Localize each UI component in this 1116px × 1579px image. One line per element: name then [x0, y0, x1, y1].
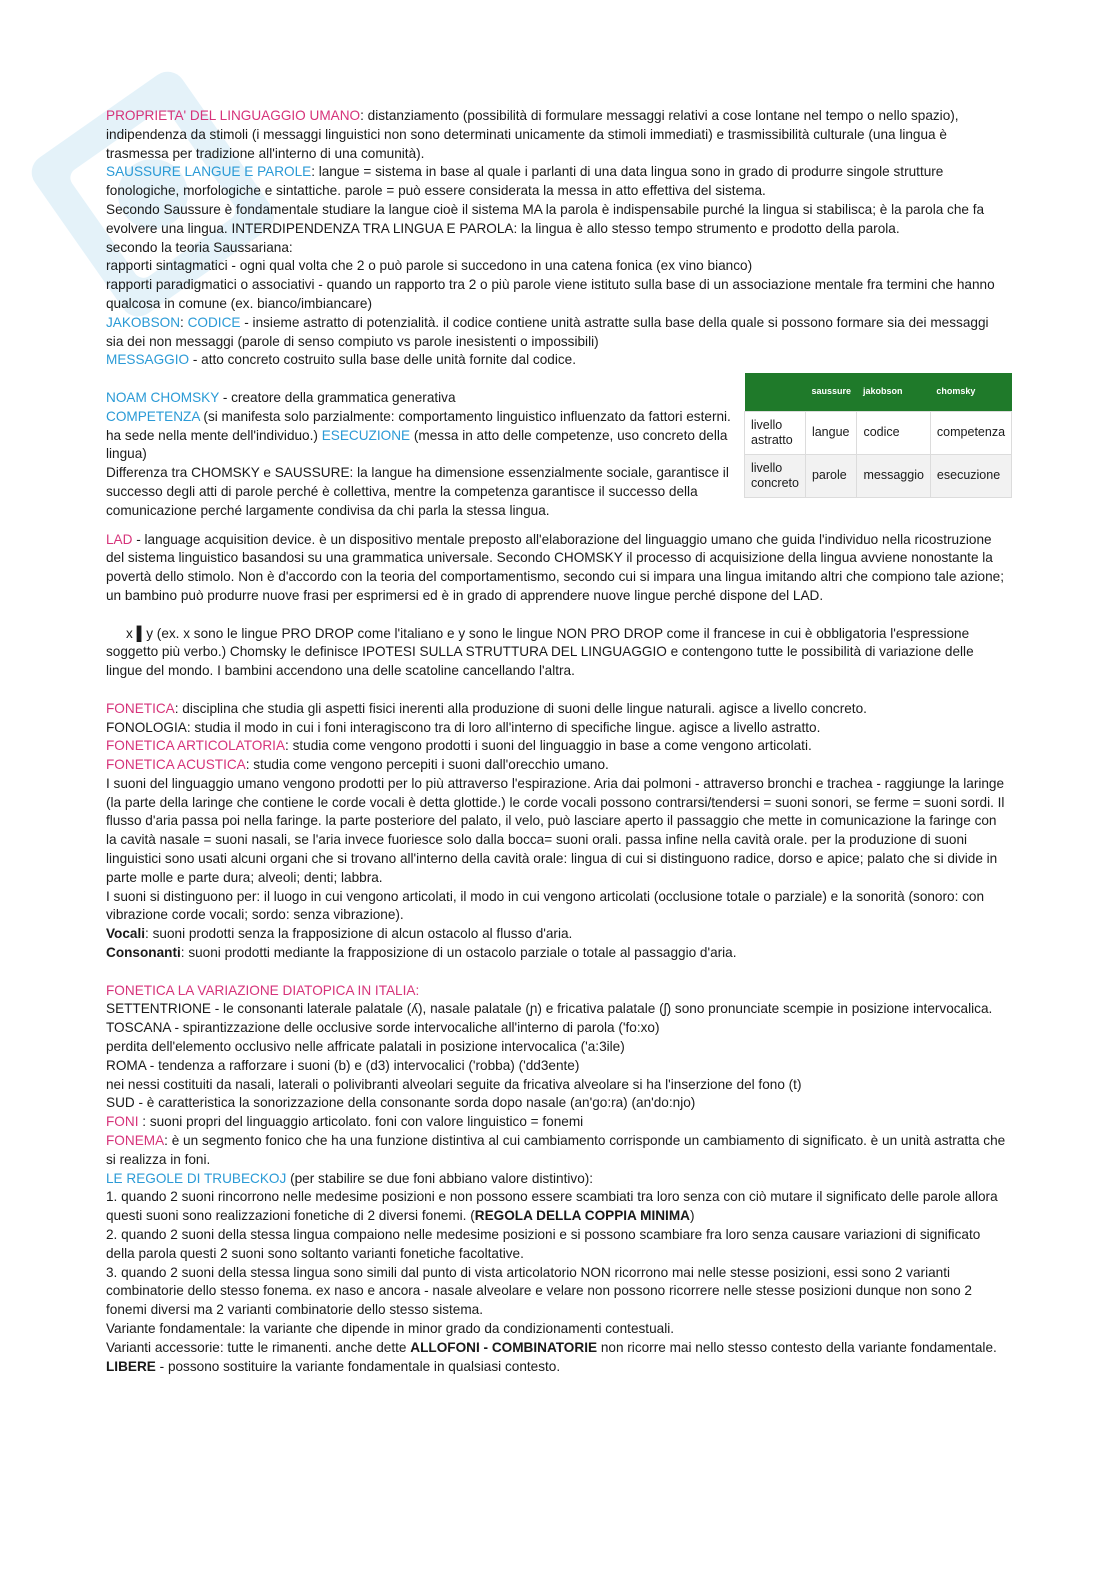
heading-fonema: FONEMA [106, 1133, 165, 1149]
paragraph-saussure-3: secondo la teoria Saussariana: [106, 239, 293, 255]
paragraph-consonanti: Consonanti: suoni prodotti mediante la frapposizione di un ostacolo parziale o totale al passaggio d'aria. [106, 945, 737, 961]
paragraph-variante-fondamentale: Variante fondamentale: la variante che dipende in minor grado da condizionamenti contestuali. [106, 1321, 675, 1336]
table-cell: esecuzione [930, 454, 1011, 497]
paragraph-vocali: Vocali: suoni prodotti senza la frapposizione di alcun ostacolo al flusso d'aria. [106, 926, 573, 942]
heading-lad: LAD [106, 531, 133, 547]
parametri-symbol: x ▌y [126, 625, 154, 641]
table-cell: livello concreto [745, 454, 806, 497]
heading-fonetica: FONETICA [106, 700, 175, 716]
heading-messaggio: MESSAGGIO [106, 352, 190, 368]
table-row [745, 411, 1012, 454]
table-cell: parole [805, 454, 857, 497]
list-item: nei nessi costituiti da nasali, laterali o polivibranti alveolari seguite da fricativa alveolare si ha l'inserzione del fono (t) [106, 1076, 802, 1092]
label-allofoni: ALLOFONI - COMBINATORIE [410, 1339, 598, 1355]
chomsky-block [106, 386, 1006, 521]
table-cell: competenza [930, 411, 1011, 454]
paragraph-saussure-4: rapporti sintagmatici - ogni qual volta che 2 o può parole si succedono in una catena fonica (ex vino bianco) [106, 258, 753, 274]
paragraph-messaggio: MESSAGGIO - atto concreto costruito sulla base delle unità fornite dal codice. [106, 352, 576, 368]
paragraph-suoni: I suoni del linguaggio umano vengono prodotti per lo più attraverso l'espirazione. Aria dai polmoni - attraverso bronchi e trachea - raggiunge la laringe (la parte della laringe che contiene le corde vocali è detta glottide.) le corde vocali possono contrarsi/tendersi = suoni sonori, se ferme = suoni sordi. Il flusso d'aria passa poi nella faringe. la parte posteriore del palato, il velo, può lasciare aperto il passaggio che mette in comunicazione la faringe con la cavità nasale = suoni nasali, se l'aria invece fuoriesce solo dalla bocca= suoni orali. passa infine nella cavità orale. per la produzione di suoni linguistici sono usati alcuni organi che si trovano all'interno della cavità orale: lingua di cui si distinguono radice, dorso e apice; palato che si divide in parte molle e parte dura; alveoli; denti; labbra. [106, 775, 1005, 885]
paragraph-differenza: Differenza tra CHOMSKY e SAUSSURE: la langue ha dimensione essenzialmente sociale, garantisce il successo degli atti di parole perché è collettiva, mentre la competenza garantisce il successo della comunicazione perché largamente condivisa da chi parla la stessa lingua. [106, 465, 729, 518]
table-header-cell [745, 373, 806, 412]
paragraph-chomsky: NOAM CHOMSKY - creatore della grammatica generativa [106, 389, 456, 405]
table-header-cell: jakobson [857, 373, 930, 412]
table-header-row [745, 373, 1012, 412]
heading-saussure: SAUSSURE LANGUE E PAROLE [106, 164, 312, 180]
paragraph-proprieta: PROPRIETA' DEL LINGUAGGIO UMANO: distanziamento (possibilità di formulare messaggi relativi a cose lontane nel tempo o nello spazio), indipendenza da stimoli (i messaggi linguistici non sono determinati unicamente da stimoli immediati) e trasmissibilità culturale (una lingua è trasmessa per tradizione all'interno di una comunità). [106, 108, 959, 161]
heading-codice: CODICE [187, 314, 241, 330]
list-item: ROMA - tendenza a rafforzare i suoni (b) e (d3) intervocalici ('robba) ('dd3ente) [106, 1057, 580, 1073]
paragraph-fonetica: FONETICA: disciplina che studia gli aspetti fisici inerenti alla produzione di suoni delle lingue naturali. agisce a livello concreto. [106, 700, 867, 716]
comparison-table [744, 373, 1012, 498]
table-header-cell: saussure [805, 373, 857, 412]
label-coppia-minima: REGOLA DELLA COPPIA MINIMA [474, 1208, 690, 1224]
chomsky-text [106, 389, 736, 521]
table-cell: messaggio [857, 454, 930, 497]
paragraph-lad: LAD - language acquisition device. è un dispositivo mentale preposto all'elaborazione del linguaggio umano che guida l'individuo nella ricostruzione del sistema linguistico basandosi su una grammatica universale. Secondo CHOMSKY il processo di acquisizione della lingua avviene nonostante la povertà dello stimolo. Non è d'accordo con la teoria del comportamentismo, secondo cui si impara una lingua imitando altri che compiono tale azione; un bambino può produrre nuove frasi per esprimersi ed è in grado di apprendere nuove lingue perché dispone del LAD. [106, 531, 1005, 603]
paragraph-regola-3: 3. quando 2 suoni della stessa lingua sono simili dal punto di vista articolatorio NON ricorrono mai nelle stesse posizioni, essi sono 2 varianti combinatorie dello stesso fonema. ex naso e ancora - nasale alveolare e velare non possono ricorrere nelle stesse posizioni dunque non sono 2 fonemi diversi ma 2 varianti combinatorie dello stesso sistema. [106, 1264, 972, 1318]
paragraph-jakobson: JAKOBSON: CODICE - insieme astratto di potenzialità. il codice contiene unità astratte sulla base della quale si possono formare sia dei messaggi sia dei non messaggi (parole di senso compiuto vs parole inesistenti o impossibili) [106, 314, 989, 349]
table-row [745, 454, 1012, 497]
paragraph-parametri: x ▌y (ex. x sono le lingue PRO DROP come l'italiano e y sono le lingue NON PRO DROP come il francese in cui è obbligatoria l'espressione soggetto più verbo.) Chomsky le definisce IPOTESI SULLA STRUTTURA DEL LINGUAGGIO e contengono tutte le possibilità di variazione delle lingue del mondo. I bambini accendono una delle scatoline cancellando l'altra. [106, 625, 974, 679]
document-content [106, 107, 1006, 1376]
paragraph-distinzione: I suoni si distinguono per: il luogo in cui vengono articolati, il modo in cui vengono articolati (occlusione totale o parziale) e la sonorità (sonoro: con vibrazione corde vocali; sordo: senza vibrazione). [106, 888, 985, 923]
label-vocali: Vocali [106, 926, 146, 942]
heading-articolatoria: FONETICA ARTICOLATORIA [106, 738, 286, 754]
paragraph-saussure-2: Secondo Saussure è fondamentale studiare la langue cioè il sistema MA la parola è indispensabile purché la lingua si stabilisca; è la parola che fa evolvere una lingua. INTERDIPENDENZA TRA LINGUA E PAROLA: la lingua è allo stesso tempo strumento e prodotto della parola. [106, 201, 985, 236]
paragraph-articolatoria: FONETICA ARTICOLATORIA: studia come vengono prodotti i suoni del linguaggio in base a come vengono articolati. [106, 738, 812, 754]
paragraph-regole: LE REGOLE DI TRUBECKOJ (per stabilire se due foni abbiano valore distintivo): [106, 1170, 594, 1186]
paragraph-saussure: SAUSSURE LANGUE E PAROLE: langue = sistema in base al quale i parlanti di una data lingua sono in grado di produrre singole strutture fonologiche, morfologiche e sintattiche. parole = può essere considerata la messa in atto effettiva del sistema. [106, 164, 944, 199]
list-item: SETTENTRIONE - le consonanti laterale palatale (ʎ), nasale palatale (ɲ) e fricativa palatale (ʃ) sono pronunciate scempie in posizione intervocalica. [106, 1001, 993, 1017]
heading-competenza: COMPETENZA [106, 408, 200, 424]
label-consonanti: Consonanti [106, 945, 181, 961]
heading-acustica: FONETICA ACUSTICA [106, 757, 246, 773]
table-cell: codice [857, 411, 930, 454]
list-item: perdita dell'elemento occlusivo nelle affricate palatali in posizione intervocalica ('a:3ile) [106, 1039, 625, 1055]
label-libere: LIBERE [106, 1358, 156, 1374]
table-header-cell: chomsky [930, 373, 1011, 412]
paragraph-fonologia: FONOLOGIA: studia il modo in cui i foni interagiscono tra di loro all'interno di specifiche lingue. agisce a livello astratto. [106, 719, 821, 735]
heading-jakobson: JAKOBSON [106, 314, 181, 330]
heading-esecuzione: ESECUZIONE [321, 427, 411, 443]
table-cell: langue [805, 411, 857, 454]
list-item: SUD - è caratteristica la sonorizzazione della consonante sorda dopo nasale (an'go:ra) (an'do:njo) [106, 1095, 696, 1111]
paragraph-saussure-5: rapporti paradigmatici o associativi - quando un rapporto tra 2 o più parole viene istituto sulla base di un associazione mentale fra termini che hanno qualcosa in comune (ex. bianco/imbiancare) [106, 277, 995, 311]
paragraph-fonema: FONEMA: è un segmento fonico che ha una funzione distintiva al cui cambiamento corrisponde un cambiamento di significato. è un unità astratta che si realizza in foni. [106, 1133, 1006, 1167]
heading-proprieta: PROPRIETA' DEL LINGUAGGIO UMANO [106, 108, 361, 123]
heading-diatopica: FONETICA LA VARIAZIONE DIATOPICA IN ITALIA: [106, 982, 420, 998]
paragraph-varianti-accessorie: Varianti accessorie: tutte le rimanenti. anche dette ALLOFONI - COMBINATORIE non ricorre mai nello stesso contesto della variante fondamentale. LIBERE - possono sostituire la variante fondamentale in qualsiasi contesto. [106, 1339, 997, 1374]
heading-regole: LE REGOLE DI TRUBECKOJ [106, 1170, 287, 1186]
paragraph-foni: FONI : suoni propri del linguaggio articolato. foni con valore linguistico = fonemi [106, 1114, 584, 1130]
paragraph-acustica: FONETICA ACUSTICA: studia come vengono percepiti i suoni dall'orecchio umano. [106, 757, 609, 773]
list-item: TOSCANA - spirantizzazione delle occlusive sorde intervocaliche all'interno di parola ('fo:xo) [106, 1020, 660, 1036]
heading-chomsky: NOAM CHOMSKY [106, 389, 220, 405]
paragraph-regola-1: 1. quando 2 suoni rincorrono nelle medesime posizioni e non possono essere scambiati tra loro senza con ciò mutare il significato delle parole allora questi suoni sono realizzazioni fonetiche di 2 diversi fonemi. (REGOLA DELLA COPPIA MINIMA) [106, 1189, 998, 1224]
table-cell: livello astratto [745, 411, 806, 454]
paragraph-competenza: COMPETENZA (si manifesta solo parzialmente: comportamento linguistico influenzato da fattori esterni. ha sede nella mente dell'individuo.) ESECUZIONE (messa in atto delle competenze, uso concreto della lingua) [106, 408, 731, 462]
heading-foni: FONI [106, 1114, 139, 1130]
paragraph-regola-2: 2. quando 2 suoni della stessa lingua compaiono nelle medesime posizioni e si possono scambiare fra loro senza causare variazioni di significato della parola questi 2 suoni sono soltanto varianti fonetiche facoltative. [106, 1227, 981, 1261]
